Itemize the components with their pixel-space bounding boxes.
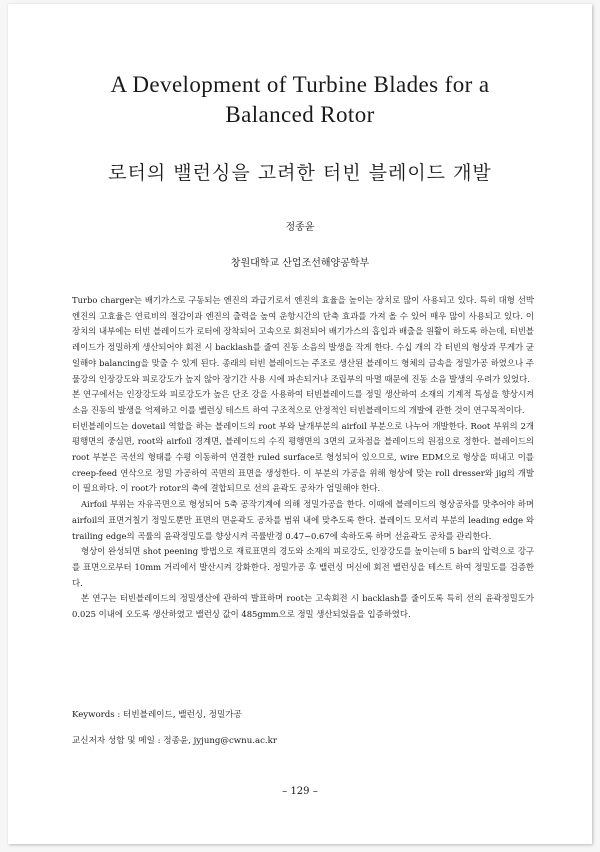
abstract-paragraph: Turbo charger는 배기가스로 구동되는 엔진의 과급기로서 엔진의 효율을 높이는 장치로 많이 사용되고 있다. 특히 대형 선박엔진의 고효율은 연료비의 절감이과 엔진의 출력을 높여 운항시간의 단축 효과를 가져 올 수 있어 매우 많이 사용되고 있다. 이 장치의 내부에는 터빈 블레이드가 로터에 장착되어 고속으로 회전되어 배기가스의 흡입과 배출을 원활이 하도록 하는데, 터빈블레이드가 정밀하게 생산되어야 회전 시 backlash를 줄여 진동 소음의 발생을 작게 한다. 수십 개의 각 터빈의 형상과 무게가 균일해야 balancing을 맞출 수 있게 된다. 종래의 터빈 블레이드는 주조로 생산된 블레이드 형체의 금속을 정밀가공 하였으나 주물강의 인장강도와 피로강도가 높지 않아 장기간 사용 시에 파손되거나 조립부의 마멸 때문에 진동 소음 발생의 우려가 있었다. — [72, 295, 534, 384]
abstract-paragraph: 형상이 완성되면 shot peening 방법으로 재료표면의 경도와 소재의 피로강도, 인장강도를 높이는데 5 bar의 압력으로 강구를 표면으로부터 10mm 거리에서 발산시켜 강화한다. 정밀가공 후 밸런싱 머신에 회전 밸런싱을 테스트 하여 정밀도를 검증한다. — [72, 546, 534, 588]
author-affiliation: 창원대학교 산업조선해양공학부 — [230, 258, 370, 269]
abstract-body — [72, 293, 534, 623]
abstract-paragraph: 본 연구는 터빈블레이드의 정밀생산에 관하여 발표하며 root는 고속회전 시 backlash를 줄이도록 특히 선의 윤곽정밀도가 0.025 이내에 오도록 생산하였고 밸런싱 값이 485gmm으로 정밀 생산되었음을 입증하였다. — [72, 593, 534, 620]
abstract-paragraph: 터빈블레이드는 dovetail 역할을 하는 블레이드의 root 부와 날개부분의 airfoil 부분으로 나누어 개발한다. Root 부위의 2개 평행면의 중심면, root와 airfoil 경계면, 블레이드의 수직 평행면의 3면의 교차점을 블레이드의 원점으로 정한다. 블레이드의 root 부분은 곡선의 형태를 수평 이동하여 연결한 ruled surface로 형성되어 있으므로, wire EDM으로 형상을 떠내고 이를 creep-feed 연삭으로 정밀 가공하여 곡면의 표면을 생성한다. 이 부분의 가공을 위해 형상에 맞는 roll dresser와 jig의 개발이 필요하다. 이 root가 rotor의 축에 결합되므로 선의 윤곽도 공차가 엄밀해야 한다. — [72, 420, 534, 494]
paper-page — [8, 4, 592, 844]
keywords-line: Keywords : 터빈블레이드, 밸런싱, 정밀가공 — [72, 710, 242, 720]
author-name: 정종윤 — [285, 222, 315, 233]
korean-title: 로터의 밸런싱을 고려한 터빈 블레이드 개발 — [108, 162, 492, 184]
abstract-paragraph: Airfoil 부위는 자유곡면으로 형성되어 5축 공작기계에 의해 정밀가공을 한다. 이때에 블레이드의 형상공차를 맞추어야 하며 airfoil의 표면거칠기 정밀도뿐만 표면의 면윤곽도 공차를 범위 내에 맞추도록 한다. 블레이드 모서리 부분의 leading edge 와 trailing edge의 곡률의 윤곽정밀도를 향상시켜 곡률반경 0.47~0.67에 속하도록 하며 선윤곽도 공차를 관리한다. — [72, 499, 534, 541]
english-title: A Development of Turbine Blades for a Balanced Rotor — [110, 72, 490, 127]
corresponding-author-line: 교신저자 성함 및 메일 : 정종윤, jyjung@cwnu.ac.kr — [72, 736, 277, 746]
abstract-paragraph: 본 연구에서는 인장강도와 피로강도가 높은 단조 강을 사용하여 터빈블레이드를 정밀 생산하여 소재의 기계적 특성을 향상시켜 소음 진동의 발생을 억제하고 이를 밸런싱 테스트 하여 구조적으로 안정적인 터빈블레이드의 개발에 관한 것이 연구목적이다. — [72, 389, 534, 415]
page-number: – 129 – — [282, 786, 318, 797]
